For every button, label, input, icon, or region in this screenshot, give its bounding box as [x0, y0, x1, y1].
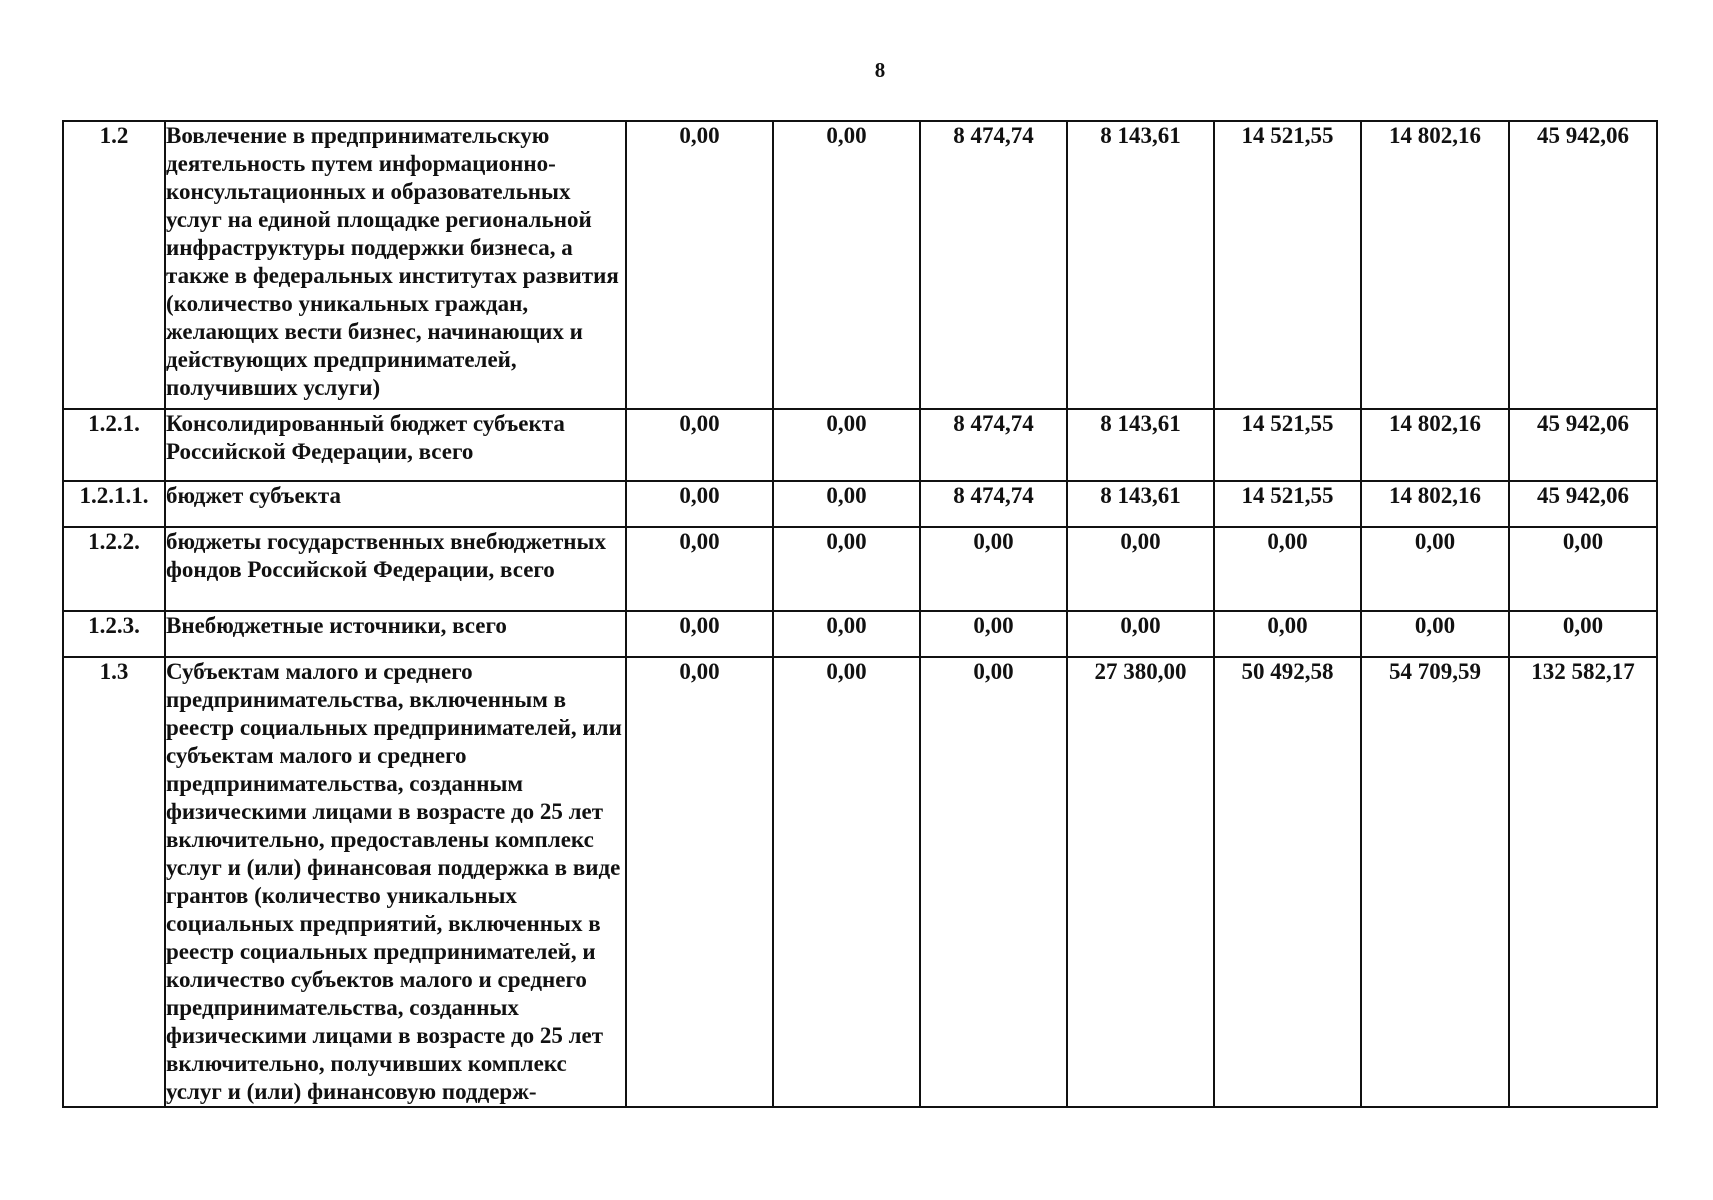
- value-cell: 0,00: [1509, 611, 1657, 657]
- value-cell: 14 802,16: [1361, 121, 1509, 409]
- row-index: 1.2.3.: [63, 611, 165, 657]
- value-cell: 8 143,61: [1067, 481, 1214, 527]
- value-cell: 27 380,00: [1067, 657, 1214, 1107]
- value-cell: 54 709,59: [1361, 657, 1509, 1107]
- value-cell: 0,00: [773, 611, 920, 657]
- row-index: 1.2.2.: [63, 527, 165, 611]
- row-index: 1.2.1.: [63, 409, 165, 481]
- value-cell: 0,00: [626, 527, 773, 611]
- table-row: [63, 611, 1657, 657]
- value-cell: 0,00: [773, 657, 920, 1107]
- value-cell: 132 582,17: [1509, 657, 1657, 1107]
- value-cell: 8 474,74: [920, 481, 1067, 527]
- table-row: [63, 657, 1657, 1107]
- row-description: Субъектам малого и среднего предпринимательства, включенным в реестр социальных предпринимателей, или субъектам малого и среднего предпринимательства, созданным физическими лицами в возрасте до 25 лет включительно, предоставлены комплекс услуг и (или) финансовая поддержка в виде грантов (количество уникальных социальных предприятий, включенных в реестр социальных предпринимателей, и количество субъектов малого и среднего предпринимательства, созданных физическими лицами в возрасте до 25 лет включительно, получивших комплекс услуг и (или) финансовую поддерж-: [165, 657, 626, 1107]
- value-cell: 0,00: [626, 481, 773, 527]
- value-cell: 0,00: [773, 481, 920, 527]
- row-index: 1.2: [63, 121, 165, 409]
- page-number: 8: [874, 58, 886, 82]
- row-description: Вовлечение в предпринимательскую деятельность путем информационно-консультационных и образовательных услуг на единой площадке региональной инфраструктуры поддержки бизнеса, а также в федеральных институтах развития (количество уникальных граждан, желающих вести бизнес, начинающих и действующих предпринимателей, получивших услуги): [165, 121, 626, 409]
- value-cell: 8 143,61: [1067, 121, 1214, 409]
- value-cell: 0,00: [626, 409, 773, 481]
- row-description: Консолидированный бюджет субъекта Российской Федерации, всего: [165, 409, 626, 481]
- value-cell: 0,00: [1361, 611, 1509, 657]
- value-cell: 0,00: [626, 121, 773, 409]
- value-cell: 14 802,16: [1361, 409, 1509, 481]
- value-cell: 0,00: [1509, 527, 1657, 611]
- value-cell: 0,00: [1214, 611, 1361, 657]
- row-description: бюджеты государственных внебюджетных фондов Российской Федерации, всего: [165, 527, 626, 611]
- value-cell: 14 521,55: [1214, 481, 1361, 527]
- row-index: 1.3: [63, 657, 165, 1107]
- value-cell: 14 802,16: [1361, 481, 1509, 527]
- value-cell: 0,00: [1067, 611, 1214, 657]
- value-cell: 0,00: [920, 527, 1067, 611]
- value-cell: 45 942,06: [1509, 121, 1657, 409]
- value-cell: 45 942,06: [1509, 409, 1657, 481]
- table-row: [63, 121, 1657, 409]
- value-cell: 14 521,55: [1214, 409, 1361, 481]
- value-cell: 0,00: [1361, 527, 1509, 611]
- row-description: бюджет субъекта: [165, 481, 626, 527]
- value-cell: 0,00: [920, 611, 1067, 657]
- budget-table: [62, 120, 1658, 1108]
- value-cell: 0,00: [773, 527, 920, 611]
- value-cell: 8 143,61: [1067, 409, 1214, 481]
- value-cell: 0,00: [1214, 527, 1361, 611]
- value-cell: 45 942,06: [1509, 481, 1657, 527]
- value-cell: 0,00: [626, 611, 773, 657]
- value-cell: 0,00: [773, 409, 920, 481]
- table-row: [63, 527, 1657, 611]
- value-cell: 0,00: [773, 121, 920, 409]
- value-cell: 50 492,58: [1214, 657, 1361, 1107]
- value-cell: 8 474,74: [920, 409, 1067, 481]
- row-index: 1.2.1.1.: [63, 481, 165, 527]
- value-cell: 0,00: [1067, 527, 1214, 611]
- table-row: [63, 409, 1657, 481]
- value-cell: 0,00: [920, 657, 1067, 1107]
- row-description: Внебюджетные источники, всего: [165, 611, 626, 657]
- value-cell: 14 521,55: [1214, 121, 1361, 409]
- table-row: [63, 481, 1657, 527]
- value-cell: 8 474,74: [920, 121, 1067, 409]
- value-cell: 0,00: [626, 657, 773, 1107]
